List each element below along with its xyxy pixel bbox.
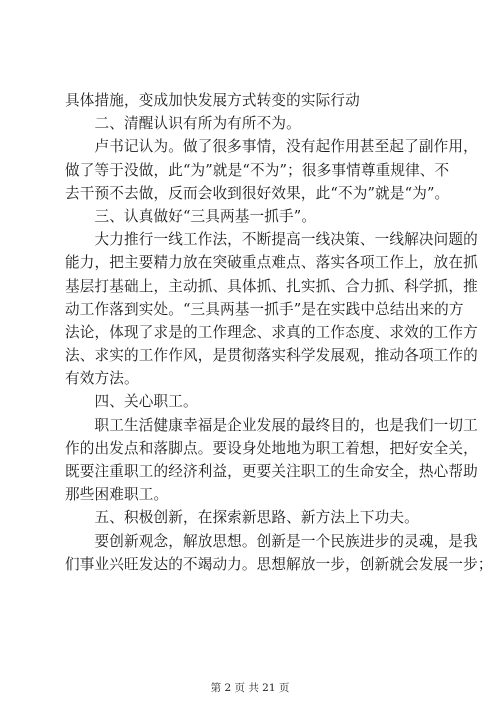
text-line: 具体措施，变成加快发展方式转变的实际行动 (65, 92, 360, 109)
text-line: 那些困难职工。 (65, 486, 169, 504)
text-line: 既要注重职工的经济利益，更要关注职工的生命安全，热心帮助 (65, 463, 478, 480)
text-line: 职工生活健康幸福是企业发展的最终目的，也是我们一切工 (65, 416, 478, 434)
text-line: 法论，体现了求是的工作理念、求真的工作态度、求效的工作方 (65, 323, 478, 341)
text-line: 能力，把主要精力放在突破重点难点、落实各项工作上，放在抓 (65, 254, 478, 272)
body-text (65, 89, 493, 576)
section-heading: 三、认真做好“三具两基一抓手”。 (65, 207, 317, 225)
text-line: 卢书记认为。做了很多事情，没有起作用甚至起了副作用， (65, 138, 478, 156)
text-line: 基层打基础上，主动抓、具体抓、扎实抓、合力抓、科学抓，推 (65, 277, 478, 295)
text-line: 法、求实的工作作风，是贯彻落实科学发展观，推动各项工作的 (65, 347, 478, 365)
text-line: 作的出发点和落脚点。要设身处地地为职工着想，把好安全关， (65, 439, 478, 457)
section-heading: 二、清醒认识有所为有所不为。 (65, 115, 301, 133)
text-line: 大力推行一线工作法，不断提高一线决策、一线解决问题的 (65, 231, 478, 249)
section-heading: 四、关心职工。 (65, 393, 198, 411)
text-line: 动工作落到实处。“三具两基一抓手”是在实践中总结出来的方 (65, 300, 464, 318)
text-line: 要创新观念，解放思想。创新是一个民族进步的灵魂，是我 (65, 532, 478, 550)
text-line: 有效方法。 (65, 370, 139, 388)
text-line: 们事业兴旺发达的不竭动力。思想解放一步，创新就会发展一步； (65, 555, 493, 573)
section-heading: 五、积极创新，在探索新思路、新方法上下功夫。 (65, 509, 419, 527)
text-line: 做了等于没做，此“为”就是“不为”；很多事情尊重规律、不 (65, 161, 450, 179)
page-number-footer: 第 2 页 共 21 页 (210, 682, 290, 694)
text-line: 去干预不去做，反而会收到很好效果，此“不为”就是“为”。 (65, 184, 450, 202)
